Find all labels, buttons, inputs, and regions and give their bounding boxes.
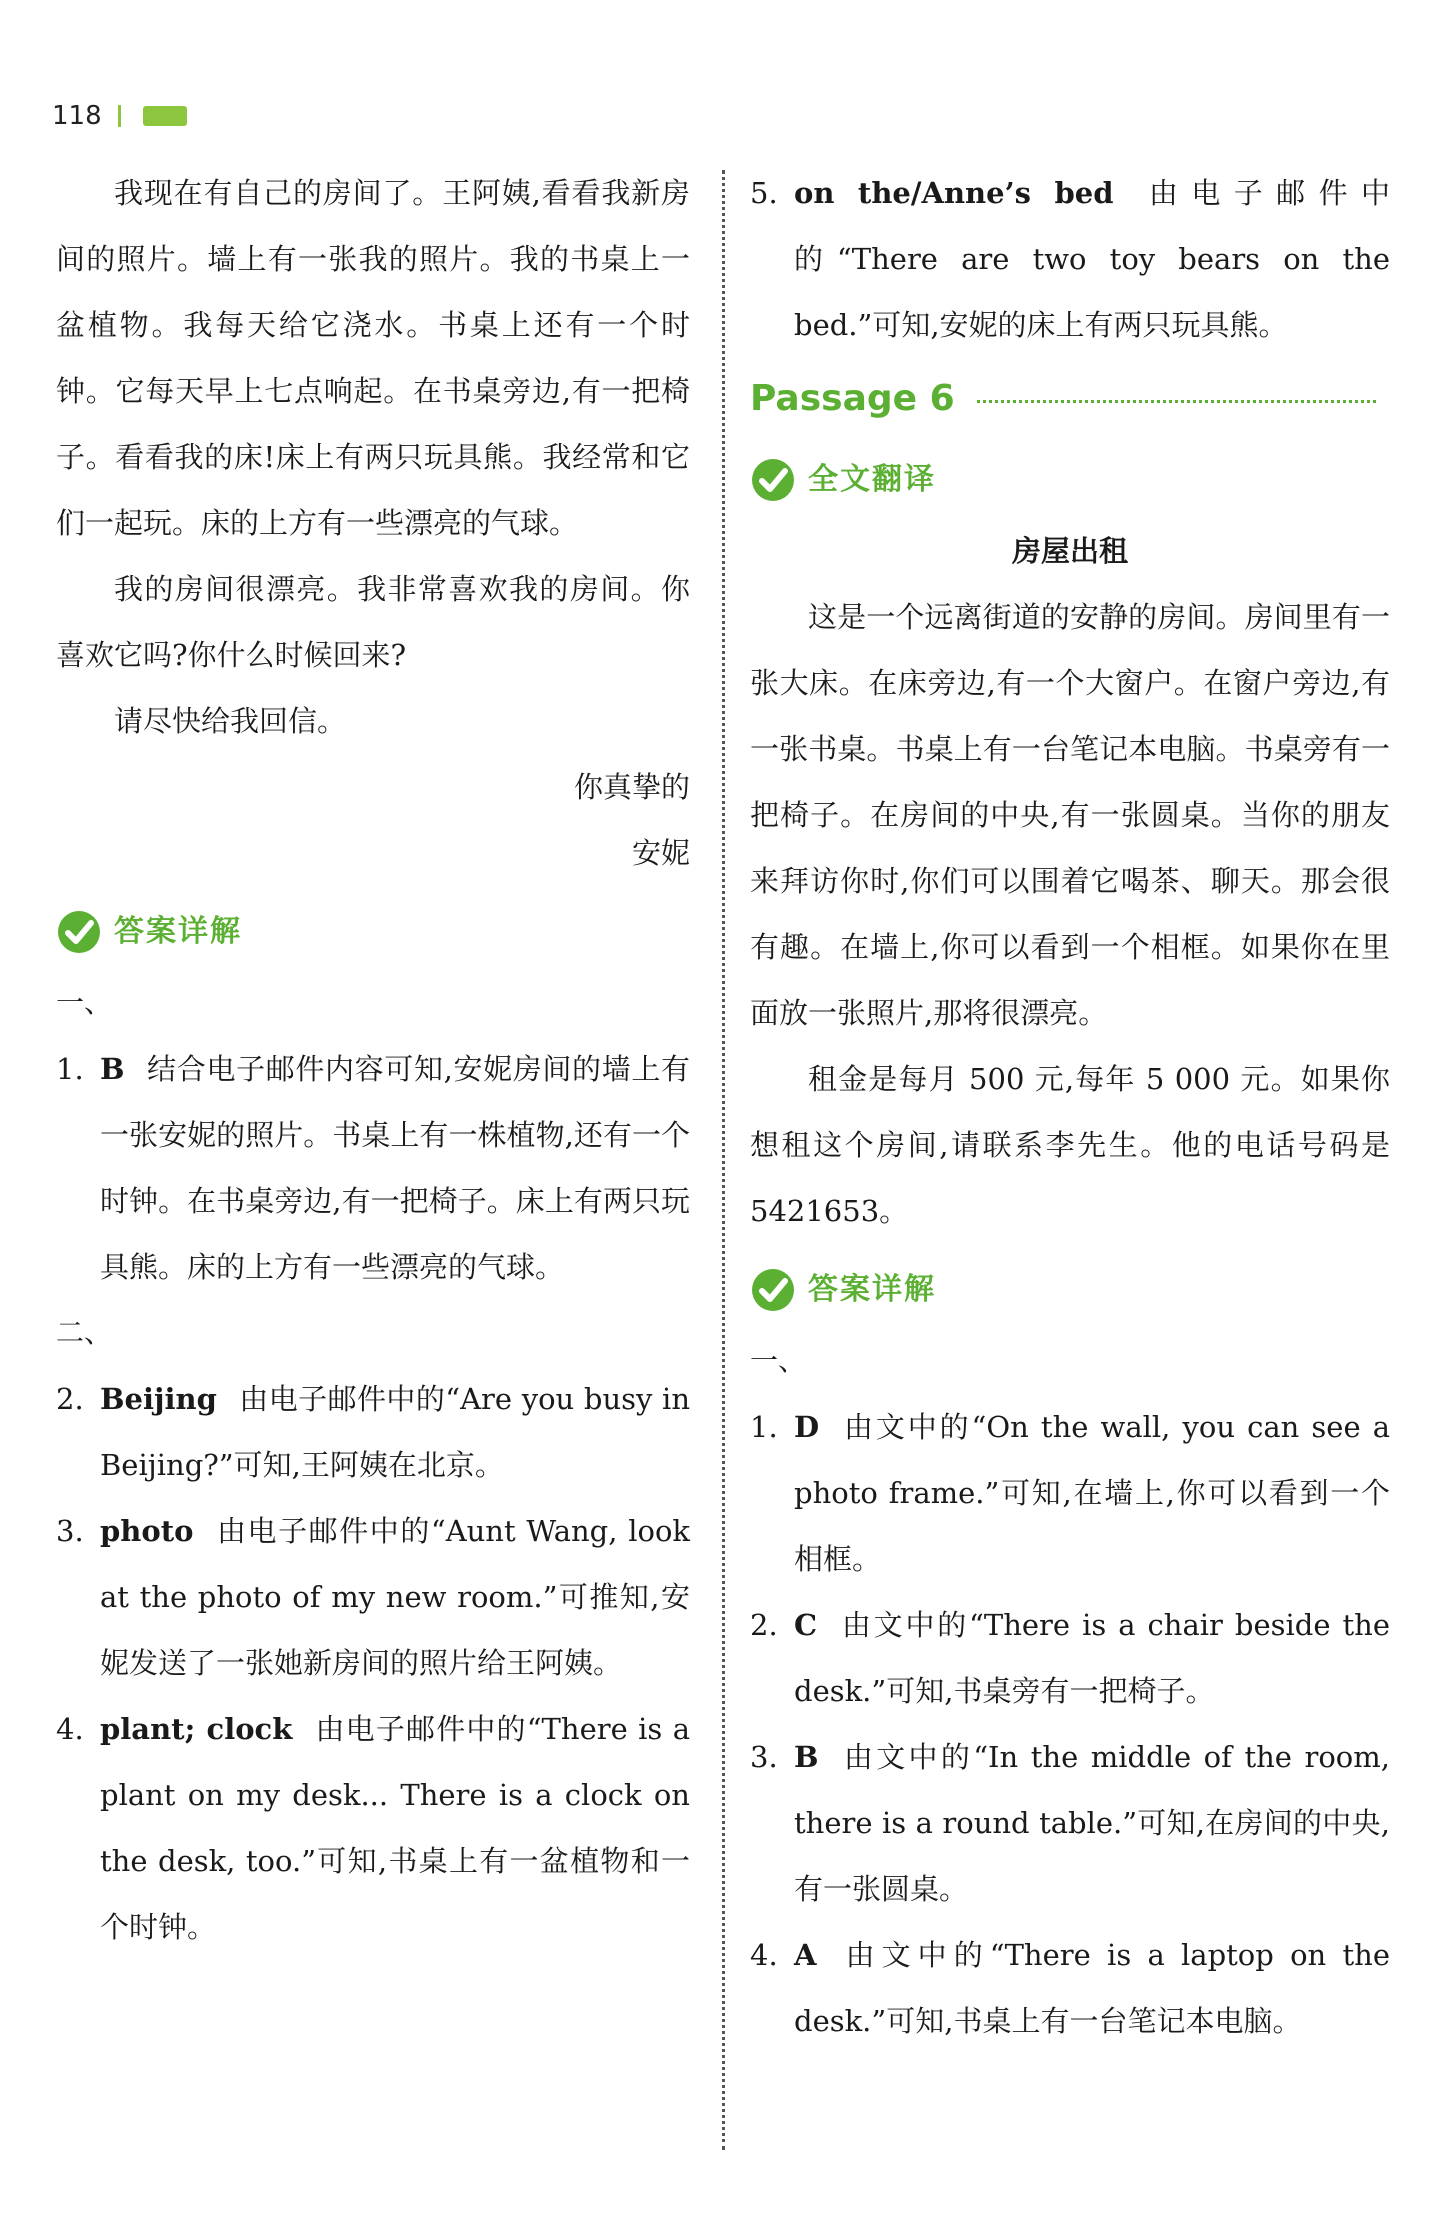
item-number: 5.	[750, 176, 778, 210]
item-number: 1.	[56, 1052, 84, 1086]
right-column	[750, 160, 1390, 2054]
answer-item	[750, 1592, 1390, 1724]
article-paragraph: 租金是每月 500 元,每年 5 000 元。如果你想租这个房间,请联系李先生。他的电话号码是5421653。	[750, 1062, 1390, 1228]
translation-heading	[750, 448, 1390, 512]
answer-key: B	[794, 1740, 819, 1774]
answer-explanation: 由文中的“There is a chair beside the desk.”可知,书桌旁有一把椅子。	[794, 1608, 1390, 1708]
letter-signature: 安妮	[631, 836, 690, 870]
check-badge-icon	[750, 1267, 796, 1313]
letter-paragraph: 请尽快给我回信。	[114, 704, 347, 738]
part-label: 一、	[56, 986, 113, 1019]
answer-item	[56, 1498, 690, 1696]
page-header	[52, 96, 187, 136]
article-title: 房屋出租	[1011, 534, 1128, 568]
translation-title: 全文翻译	[808, 462, 936, 497]
check-badge-icon	[56, 909, 102, 955]
answer-explanation: 由文中的“There is a laptop on the desk.”可知,书桌上有一台笔记本电脑。	[794, 1938, 1390, 2038]
passage-heading	[750, 364, 1390, 434]
passage-title: Passage 6	[750, 378, 955, 419]
left-column	[56, 160, 690, 1960]
article-paragraph: 这是一个远离街道的安静的房间。房间里有一张大床。在床旁边,有一个大窗户。在窗户旁边,有一张书桌。书桌上有一台笔记本电脑。书桌旁有一把椅子。在房间的中央,有一张圆桌。当你的朋友来拜访你时,你们可以围着它喝茶、聊天。那会很有趣。在墙上,你可以看到一个相框。如果你在里面放一张照片,那将很漂亮。	[750, 600, 1390, 1030]
answer-key: C	[794, 1608, 818, 1642]
item-number: 3.	[56, 1514, 84, 1548]
answer-item	[56, 1696, 690, 1960]
item-number: 1.	[750, 1410, 778, 1444]
answer-key: plant; clock	[100, 1712, 293, 1746]
answer-item	[56, 1036, 690, 1300]
part-label: 一、	[750, 1344, 807, 1377]
answers-heading	[56, 900, 690, 964]
item-number: 4.	[750, 1938, 778, 1972]
answer-key: B	[100, 1052, 125, 1086]
answer-item	[750, 160, 1390, 358]
column-divider	[722, 170, 725, 2150]
answer-key: A	[794, 1938, 817, 1972]
item-number: 2.	[750, 1608, 778, 1642]
answer-item	[750, 1922, 1390, 2054]
item-number: 2.	[56, 1382, 84, 1416]
page-number: 118	[52, 101, 102, 131]
item-number: 3.	[750, 1740, 778, 1774]
answer-explanation: 由电子邮件中的“There are two toy bears on the bed.”可知,安妮的床上有两只玩具熊。	[794, 176, 1390, 342]
check-badge-icon	[750, 457, 796, 503]
answers-title: 答案详解	[808, 1272, 936, 1307]
passage-dotted-rule	[977, 400, 1376, 403]
answer-explanation: 由文中的“On the wall, you can see a photo frame.”可知,在墙上,你可以看到一个相框。	[794, 1410, 1390, 1576]
answer-explanation: 由电子邮件中的“Are you busy in Beijing?”可知,王阿姨在北京。	[100, 1382, 690, 1482]
answer-explanation: 由电子邮件中的“Aunt Wang, look at the photo of my new room.”可推知,安妮发送了一张她新房间的照片给王阿姨。	[100, 1514, 690, 1680]
book-logo-icon	[143, 106, 187, 126]
header-divider	[118, 105, 121, 127]
answer-explanation: 由电子邮件中的“There is a plant on my desk... There is a clock on the desk, too.”可知,书桌上有一盆植物和一个时钟。	[100, 1712, 690, 1944]
answer-key: D	[794, 1410, 820, 1444]
answer-item	[750, 1394, 1390, 1592]
answer-item	[56, 1366, 690, 1498]
answer-key: on the/Anne’s bed	[794, 176, 1114, 210]
letter-paragraph: 我现在有自己的房间了。王阿姨,看看我新房间的照片。墙上有一张我的照片。我的书桌上一盆植物。我每天给它浇水。书桌上还有一个时钟。它每天早上七点响起。在书桌旁边,有一把椅子。看看我的床!床上有两只玩具熊。我经常和它们一起玩。床的上方有一些漂亮的气球。	[56, 176, 690, 540]
item-number: 4.	[56, 1712, 84, 1746]
answer-explanation: 结合电子邮件内容可知,安妮房间的墙上有一张安妮的照片。书桌上有一株植物,还有一个时钟。在书桌旁边,有一把椅子。床上有两只玩具熊。床的上方有一些漂亮的气球。	[100, 1052, 690, 1284]
answers-heading	[750, 1258, 1390, 1322]
answers-title: 答案详解	[114, 914, 242, 949]
answer-key: Beijing	[100, 1382, 217, 1416]
answer-item	[750, 1724, 1390, 1922]
letter-closing: 你真挚的	[573, 770, 690, 804]
answer-explanation: 由文中的“In the middle of the room, there is a round table.”可知,在房间的中央,有一张圆桌。	[794, 1740, 1390, 1906]
part-label: 二、	[56, 1316, 113, 1349]
answer-key: photo	[100, 1514, 194, 1548]
letter-paragraph: 我的房间很漂亮。我非常喜欢我的房间。你喜欢它吗?你什么时候回来?	[56, 572, 690, 672]
